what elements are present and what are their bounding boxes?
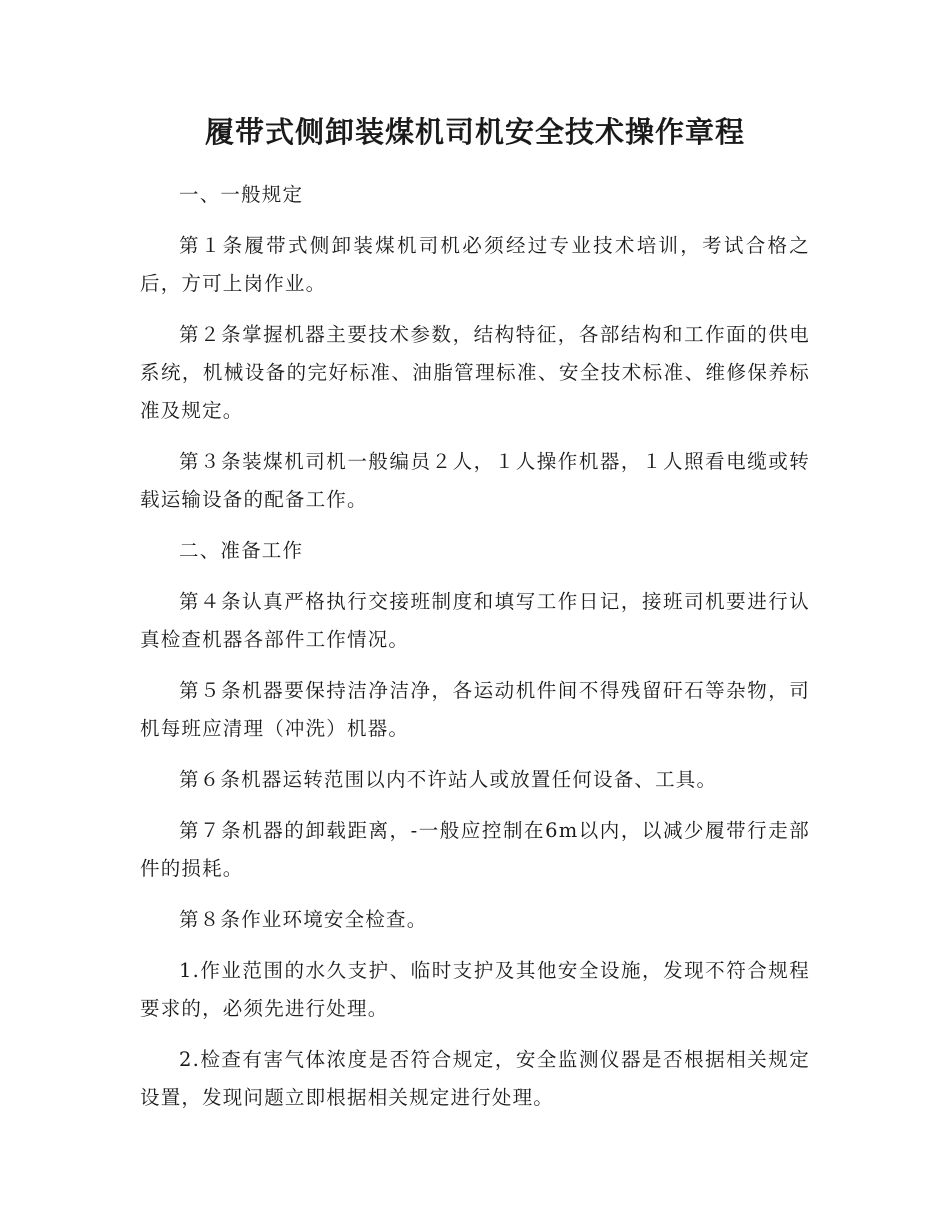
paragraph: 第８条作业环境安全检查。: [179, 908, 428, 931]
paragraph: 第１条履带式侧卸装煤机司机必须经过专业技术培训，考试合格之后，方可上岗作业。: [140, 234, 810, 295]
paragraph: 2.检查有害气体浓度是否符合规定，安全监测仪器是否根据相关规定设置，发现问题立即根据相关规定进行处理。: [140, 1048, 810, 1109]
paragraph: 第６条机器运转范围以内不许站人或放置任何设备、工具。: [179, 768, 718, 791]
paragraph: 第２条掌握机器主要技术参数，结构特征，各部结构和工作面的供电系统，机械设备的完好标准、油脂管理标准、安全技术标准、维修保养标准及规定。: [140, 323, 810, 422]
section-heading: 一、一般规定: [179, 183, 304, 206]
document-page: [140, 108, 810, 1130]
paragraph: 第５条机器要保持洁净洁净，各运动机件间不得残留矸石等杂物，司机每班应清理（冲洗）机器。: [140, 679, 810, 740]
paragraph: 第３条装煤机司机一般编员２人，１人操作机器，１人照看电缆或转载运输设备的配备工作。: [140, 450, 810, 511]
paragraph: 第４条认真严格执行交接班制度和填写工作日记，接班司机要进行认真检查机器各部件工作情况。: [140, 590, 810, 651]
document-title: 履带式侧卸装煤机司机安全技术操作章程: [204, 115, 745, 149]
paragraph: 1.作业范围的水久支护、临时支护及其他安全设施，发现不符合规程要求的，必须先进行处理。: [140, 959, 810, 1020]
paragraph: 第７条机器的卸载距离，-一般应控制在6m以内，以减少履带行走部件的损耗。: [140, 819, 810, 880]
section-heading: 二、准备工作: [179, 539, 304, 562]
